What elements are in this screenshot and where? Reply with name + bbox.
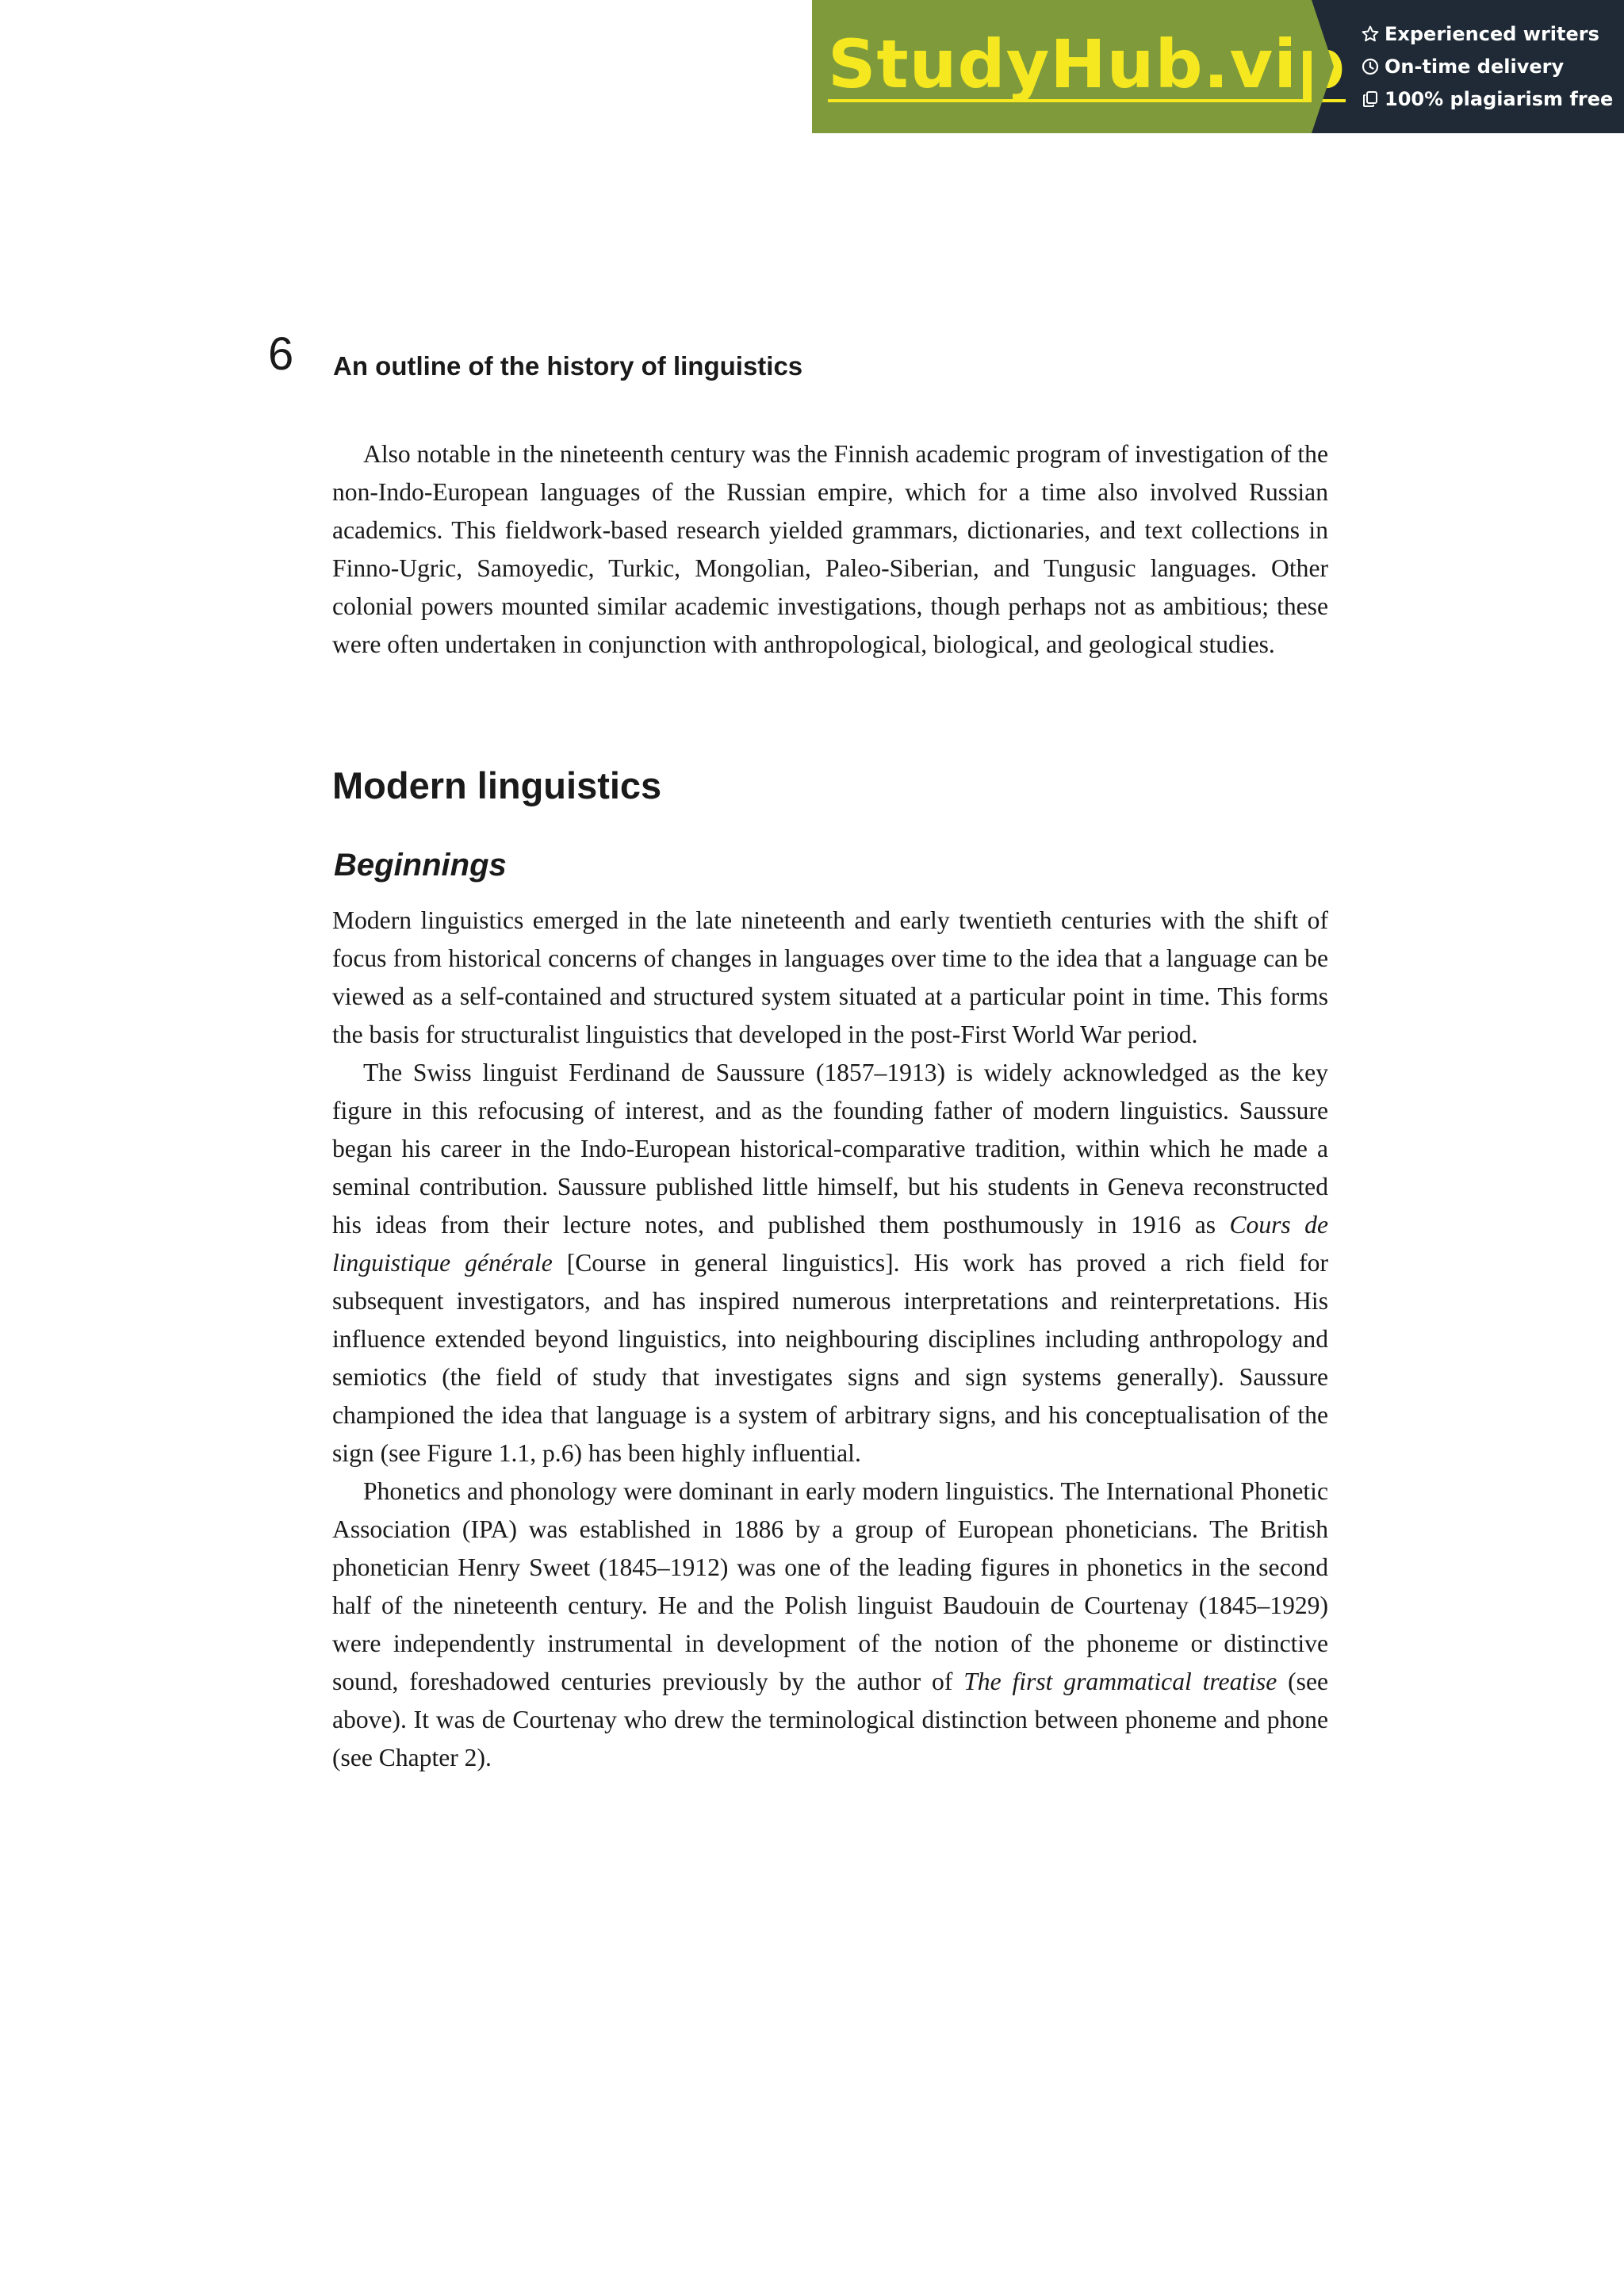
paragraph <box>332 1473 1328 1777</box>
paragraph: Modern linguistics emerged in the late nineteenth and early twentieth centuries with the shift of focus from historical concerns of changes in languages over time to the idea that a language can be viewed as a self-contained and structured system situated at a particular point in time. This forms the basis for structuralist linguistics that developed in the post-First World War period. <box>332 906 1328 1048</box>
clock-icon <box>1361 57 1380 76</box>
text-run: The Swiss linguist Ferdinand de Saussure (1857–1913) is widely acknowledged as the key figure in this refocusing of interest, and as the founding father of modern linguistics. Saussure began his career in the Indo-European historical-comparative tradition, within which he made a seminal contribution. Saussure published little himself, but his students in Geneva reconstructed his ideas from their lecture notes, and published them posthumously in 1916 as <box>332 1059 1328 1239</box>
main-text-block <box>332 902 1328 1777</box>
brand-panel[interactable] <box>812 0 1346 133</box>
copy-icon <box>1361 90 1380 109</box>
intro-text-block <box>332 435 1328 664</box>
subsection-heading: Beginnings <box>334 848 507 883</box>
book-title: The first grammatical treatise <box>963 1668 1277 1695</box>
feature-label: On-time delivery <box>1385 56 1565 78</box>
feature-item <box>1361 18 1624 51</box>
page-number: 6 <box>268 328 294 380</box>
running-head: An outline of the history of linguistics <box>333 351 803 381</box>
feature-item <box>1361 83 1624 116</box>
text-run: (see above). It was de Courtenay who drew the terminological distinction between phoneme and phone (see Chapter 2). <box>332 1668 1328 1771</box>
feature-item <box>1361 51 1624 83</box>
brand-logo[interactable]: StudyHub.vip <box>828 25 1346 103</box>
section-heading: Modern linguistics <box>332 764 662 806</box>
text-run: [Course in general linguistics]. His work has proved a rich field for subsequent investigators, and has inspired numerous interpretations and reinterpretations. His influence extended beyond linguistics, into neighbouring disciplines including anthropology and semiotics (the field of study that investigates signs and sign systems generally). Saussure championed the idea that language is a system of arbitrary signs, and his conceptualisation of the sign (see Figure 1.1, p.6) has been highly influential. <box>332 1249 1328 1467</box>
star-icon <box>1361 25 1380 44</box>
book-title: Cours de linguistique générale <box>332 1211 1328 1277</box>
features-panel <box>1312 0 1624 133</box>
feature-label: Experienced writers <box>1385 23 1599 45</box>
ad-banner[interactable] <box>812 0 1624 133</box>
feature-label: 100% plagiarism free <box>1385 88 1614 110</box>
paragraph: Also notable in the nineteenth century was the Finnish academic program of investigation of the non-Indo-European languages of the Russian empire, which for a time also involved Russian academics. This fieldwork-based research yielded grammars, dictionaries, and text collections in Finno-Ugric, Samoyedic, Turkic, Mongolian, Paleo-Siberian, and Tungusic languages. Other colonial powers mounted similar academic investigations, though perhaps not as ambitious; these were often undertaken in conjunction with anthropological, biological, and geological studies. <box>332 440 1328 658</box>
paragraph <box>332 1054 1328 1473</box>
text-run: Phonetics and phonology were dominant in early modern linguistics. The International Phonetic Association (IPA) was established in 1886 by a group of European phoneticians. The British phonetician Henry Sweet (1845–1912) was one of the leading figures in phonetics in the second half of the nineteenth century. He and the Polish linguist Baudouin de Courtenay (1845–1929) were independently instrumental in development of the notion of the phoneme or distinctive sound, foreshadowed centuries previously by the author of <box>332 1477 1328 1695</box>
